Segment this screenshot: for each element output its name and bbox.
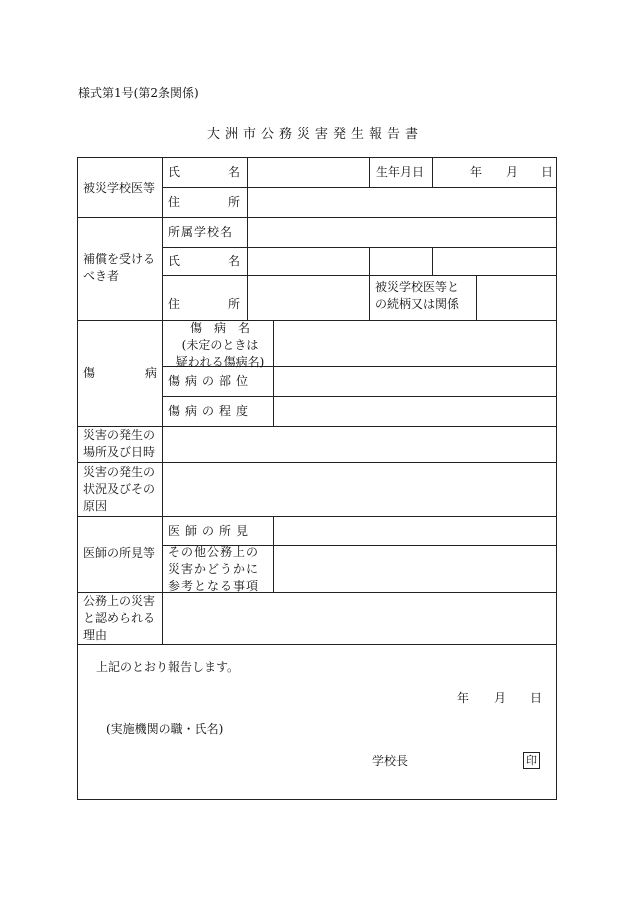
relation-field[interactable] [477, 276, 556, 320]
label-char: 氏 [168, 165, 181, 179]
injured-address-field[interactable] [248, 188, 556, 217]
birthdate-year: 年 [470, 165, 483, 179]
injury-part-field[interactable] [274, 367, 556, 396]
report-month: 月 [494, 691, 507, 705]
principal-label: 学校長 [372, 754, 409, 768]
injury-degree-label: 傷病の程度 [168, 404, 254, 418]
label-char: 病 [144, 366, 157, 380]
reason-label: 公務上の災害 と認められる 理由 [83, 594, 156, 642]
doctor-findings-field[interactable] [274, 517, 556, 545]
relation-label: 被災学校医等と の続柄又は関係 [375, 280, 460, 311]
rule [369, 158, 370, 187]
school-name-label: 所属学校名 [168, 225, 234, 239]
rule [162, 158, 163, 644]
injury-label [83, 365, 157, 382]
birthdate-label: 生年月日 [376, 165, 425, 179]
principal-signature-field[interactable] [413, 748, 518, 772]
report-year: 年 [457, 691, 470, 705]
label-char: 住 [168, 297, 181, 311]
injured-person-label: 被災学校医等 [83, 181, 156, 195]
label-char: 住 [168, 195, 181, 209]
injury-name-field[interactable] [274, 321, 556, 366]
form-number: 様式第1号(第2条関係) [78, 86, 199, 100]
place-time-label: 災害の発生の 場所及び日時 [83, 428, 156, 459]
report-form [77, 157, 557, 800]
beneficiary-label: 補償を受ける べき者 [83, 252, 156, 283]
beneficiary-address-label [168, 296, 240, 313]
beneficiary-address-field[interactable] [248, 276, 369, 320]
report-date-field[interactable] [438, 686, 548, 710]
situation-label: 災害の発生の 状況及びその 原因 [83, 465, 156, 513]
injury-degree-field[interactable] [274, 397, 556, 426]
label-char: 所 [227, 195, 240, 209]
label-char: 氏 [168, 254, 181, 268]
report-day: 日 [530, 691, 543, 705]
school-name-field[interactable] [248, 218, 556, 247]
seal-stamp: 印 [523, 752, 540, 769]
injured-address-label [168, 194, 240, 211]
injury-name-label: 傷 病 名 (未定のときは 疑われる傷病名) [175, 321, 265, 369]
rule [432, 247, 433, 275]
rule [78, 644, 556, 645]
rule [369, 247, 370, 320]
reason-field[interactable] [163, 593, 556, 644]
label-char: 傷 [83, 366, 96, 380]
injured-name-label [168, 164, 240, 181]
doctor-findings-label: 医師の所見 [168, 524, 254, 538]
place-time-field[interactable] [163, 427, 556, 462]
other-matters-label: その他公務上の 災害かどうかに 参考となる事項 [168, 545, 260, 593]
label-char: 所 [227, 297, 240, 311]
birthdate-field[interactable] [433, 158, 556, 187]
birthdate-day: 日 [541, 165, 554, 179]
document-title: 大洲市公務災害発生報告書 [206, 127, 423, 142]
beneficiary-name-field[interactable] [248, 248, 369, 275]
injury-part-label: 傷病の部位 [168, 374, 254, 388]
beneficiary-name-label [168, 253, 240, 270]
situation-field[interactable] [163, 463, 556, 516]
institution-label: (実施機関の職・氏名) [106, 722, 224, 736]
injured-name-field[interactable] [248, 158, 369, 187]
report-statement: 上記のとおり報告します。 [96, 660, 240, 674]
doctor-section-label: 医師の所見等 [83, 546, 156, 560]
label-char: 名 [227, 254, 240, 268]
other-matters-field[interactable] [274, 546, 556, 592]
label-char: 名 [227, 165, 240, 179]
birthdate-month: 月 [506, 165, 519, 179]
